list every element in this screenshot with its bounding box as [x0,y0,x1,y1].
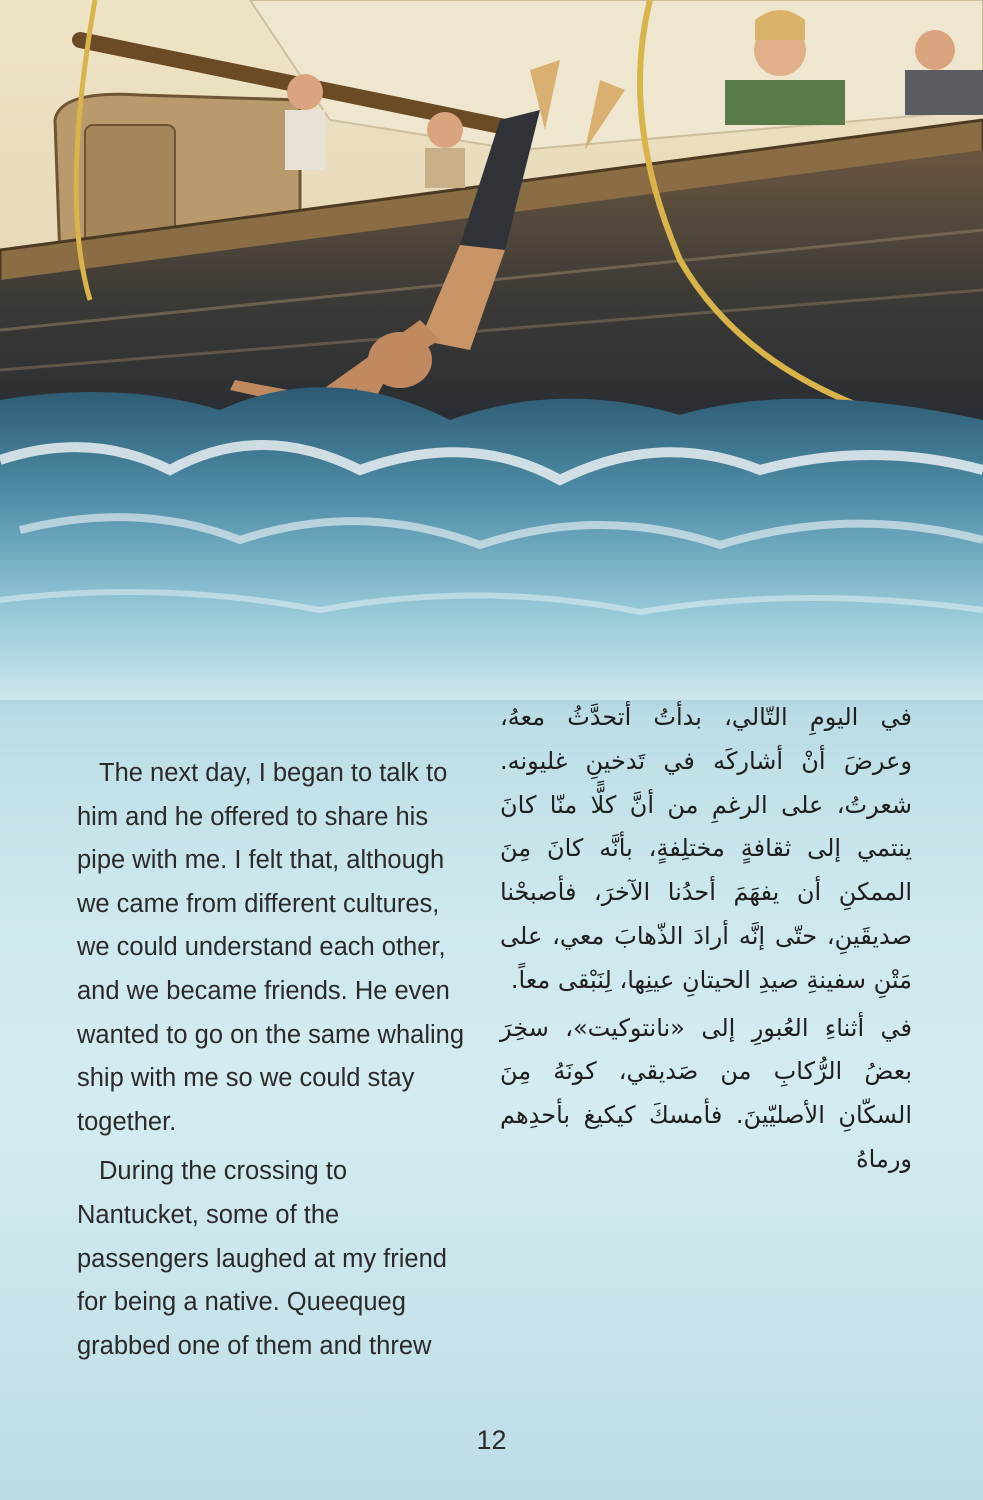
english-paragraph-2: During the crossing to Nantucket, some of the passengers laughed at my friend for being a native. Queequeg grabbed one of them and threw [77,1157,447,1360]
arabic-paragraph-1: في اليومِ التّالي، بدأتُ أتحدَّثُ معهُ، وعرضَ أنْ أشاركَه في تَدخينِ غليونه. شعرتُ، على الرغمِ من أنَّ كلًّا منّا كانَ ينتمي إلى ثقافةٍ مختلِفةٍ، بأنَّه كانَ مِنَ الممكنِ أن يفهَمَ أحدُنا الآخرَ، فأصبحْنا صديقَينِ، حتّى إنَّه أرادَ الذّهابَ معي، على مَتْنِ سفينةِ صيدِ الحيتانِ عينِها، لِنَبْقى معاً. [500,703,912,994]
page-number: 12 [476,1425,507,1455]
arabic-story-text [500,696,912,1182]
english-paragraph-1: The next day, I began to talk to him and he offered to share his pipe with me. I felt that, although we came from different cultures, we could understand each other, and we became friends. He even wanted to go on the same whaling ship with me so we could stay together. [77,759,465,1136]
ship-illustration [0,0,983,700]
english-story-text [77,752,472,1368]
arabic-paragraph-2: في أثناءِ العُبورِ إلى «نانتوكيت»، سخِرَ بعضُ الرُّكابِ من صَديقي، كونَهُ مِنَ السكّانِ الأصليّينَ. فأمسكَ كيكيغ بأحدِهم ورماهُ [500,1013,912,1173]
